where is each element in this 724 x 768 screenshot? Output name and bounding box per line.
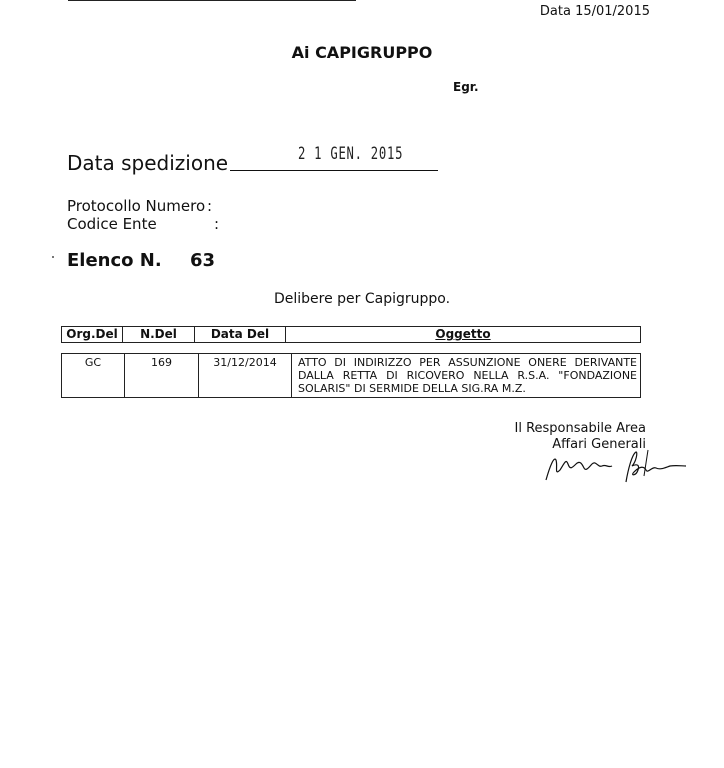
shipment-date-stamp: 2 1 GEN. 2015	[298, 144, 404, 164]
shipment-date-line	[230, 170, 438, 171]
col-header-number: N.Del	[123, 327, 195, 343]
scan-speck	[52, 256, 54, 258]
list-number: 63	[190, 250, 216, 271]
cell-date: 31/12/2014	[199, 354, 292, 398]
top-rule	[68, 0, 356, 1]
protocol-label: Protocollo Numero	[67, 197, 206, 215]
cell-subject: ATTO DI INDIRIZZO PER ASSUNZIONE ONERE DERIVANTE DALLA RETTA DI RICOVERO NELLA R.S.A. "FONDAZIONE SOLARIS" DI SERMIDE DELLA SIG.RA M.Z.	[292, 354, 641, 398]
list-subtitle: Delibere per Capigruppo.	[273, 291, 451, 307]
header-row	[62, 327, 641, 343]
entity-code-label: Codice Ente	[67, 215, 157, 233]
recipient-salutation: Egr.	[453, 80, 479, 94]
document-title: Ai CAPIGRUPPO	[291, 43, 433, 62]
cell-org: GC	[62, 354, 125, 398]
col-header-subject: Oggetto	[286, 327, 641, 343]
protocol-colon: :	[207, 197, 213, 215]
deliberations-table	[61, 353, 641, 398]
shipment-date-label: Data spedizione	[67, 151, 229, 175]
document-date: Data 15/01/2015	[539, 4, 650, 19]
list-label: Elenco N.	[67, 250, 162, 271]
signatory-title: Il Responsabile Area	[514, 421, 646, 436]
entity-code-colon: :	[214, 215, 220, 233]
table-header	[61, 326, 641, 343]
handwritten-signature	[540, 446, 690, 486]
table-row	[62, 354, 641, 398]
col-header-date: Data Del	[195, 327, 286, 343]
signatory-department: Affari Generali	[552, 437, 646, 452]
cell-number: 169	[125, 354, 199, 398]
col-header-org: Org.Del	[62, 327, 123, 343]
